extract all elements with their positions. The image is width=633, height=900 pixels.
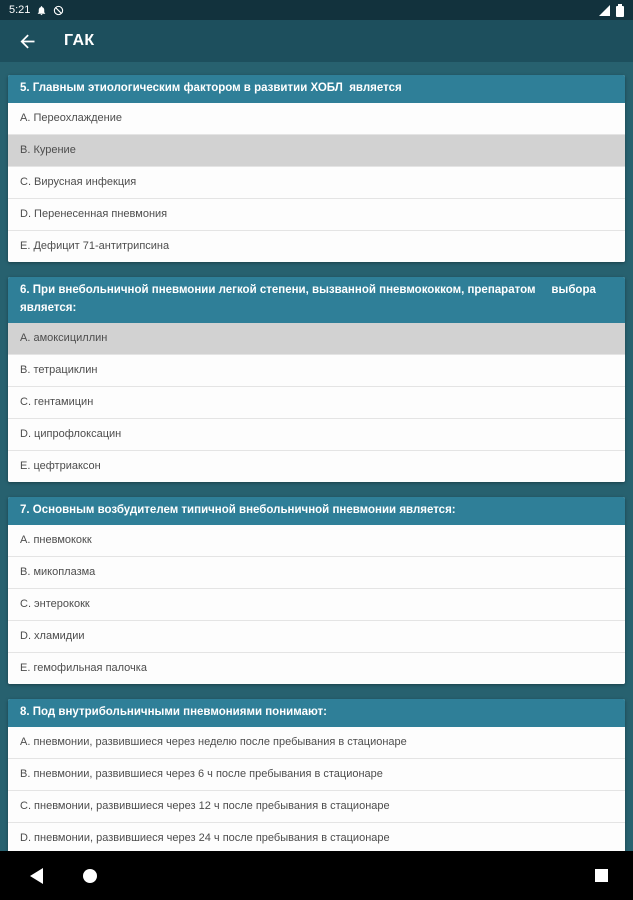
back-triangle-icon [30,868,43,884]
navigation-bar [0,851,633,900]
home-circle-icon [83,869,97,883]
answer-option[interactable] [8,727,625,759]
option-label: C. Вирусная инфекция [20,176,137,189]
question-card [8,277,625,482]
options [8,727,625,851]
question-header: 6. При внебольничной пневмонии легкой степени, вызванной пневмококком, препаратом выбора является: [8,277,625,323]
question-card [8,699,625,851]
question-header: 7. Основным возбудителем типичной внебольничной пневмонии является: [8,497,625,525]
option-label: C. пневмонии, развившиеся через 12 ч после пребывания в стационаре [20,800,390,813]
question-header: 5. Главным этиологическим фактором в развитии ХОБЛ является [8,75,625,103]
question-card [8,75,625,262]
option-label: D. ципрофлоксацин [20,427,122,440]
question-card [8,497,625,684]
option-label: D. пневмонии, развившиеся через 24 ч после пребывания в стационаре [20,832,390,845]
option-label: D. хламидии [20,630,85,642]
option-label: E. гемофильная палочка [20,662,147,674]
answer-option[interactable] [8,557,625,589]
wifi-icon [598,4,611,17]
question-list [0,62,633,851]
answer-option[interactable] [8,387,625,419]
options [8,323,625,482]
option-label: B. Курение [20,144,76,157]
answer-option[interactable] [8,823,625,851]
option-label: B. пневмонии, развившиеся через 6 ч после пребывания в стационаре [20,768,383,781]
answer-option[interactable] [8,451,625,482]
alarm-icon [36,5,47,16]
option-label: C. энтерококк [20,598,90,610]
options [8,103,625,262]
option-label: B. тетрациклин [20,363,98,376]
app-bar [0,20,633,62]
battery-icon [616,4,624,17]
answer-option[interactable] [8,759,625,791]
status-time: 5:21 [9,4,31,16]
answer-option[interactable] [8,231,625,262]
status-bar [0,0,633,20]
answer-option[interactable] [8,135,625,167]
mute-icon [53,5,64,16]
question-header: 8. Под внутрибольничными пневмониями понимают: [8,699,625,727]
answer-option[interactable] [8,323,625,355]
option-label: A. пневмококк [20,534,92,546]
back-arrow-icon[interactable] [17,31,38,52]
status-bar-left [9,4,64,16]
option-label: E. Дефицит 71-антитрипсина [20,240,170,253]
option-label: A. Переохлаждение [20,112,122,125]
answer-option[interactable] [8,653,625,684]
recents-square-icon [595,869,608,882]
option-label: B. микоплазма [20,566,96,578]
answer-option[interactable] [8,199,625,231]
answer-option[interactable] [8,791,625,823]
option-label: A. амоксициллин [20,331,108,344]
option-label: C. гентамицин [20,395,94,408]
answer-option[interactable] [8,589,625,621]
option-label: D. Перенесенная пневмония [20,208,168,221]
options [8,525,625,684]
answer-option[interactable] [8,103,625,135]
answer-option[interactable] [8,525,625,557]
nav-home-button[interactable] [70,851,110,900]
nav-back-button[interactable] [16,851,56,900]
nav-recents-button[interactable] [581,851,621,900]
page-title: ГАК [64,32,95,49]
answer-option[interactable] [8,419,625,451]
answer-option[interactable] [8,355,625,387]
answer-option[interactable] [8,621,625,653]
status-bar-right [598,4,624,17]
answer-option[interactable] [8,167,625,199]
option-label: E. цефтриаксон [20,459,101,472]
option-label: A. пневмонии, развившиеся через неделю после пребывания в стационаре [20,736,407,749]
